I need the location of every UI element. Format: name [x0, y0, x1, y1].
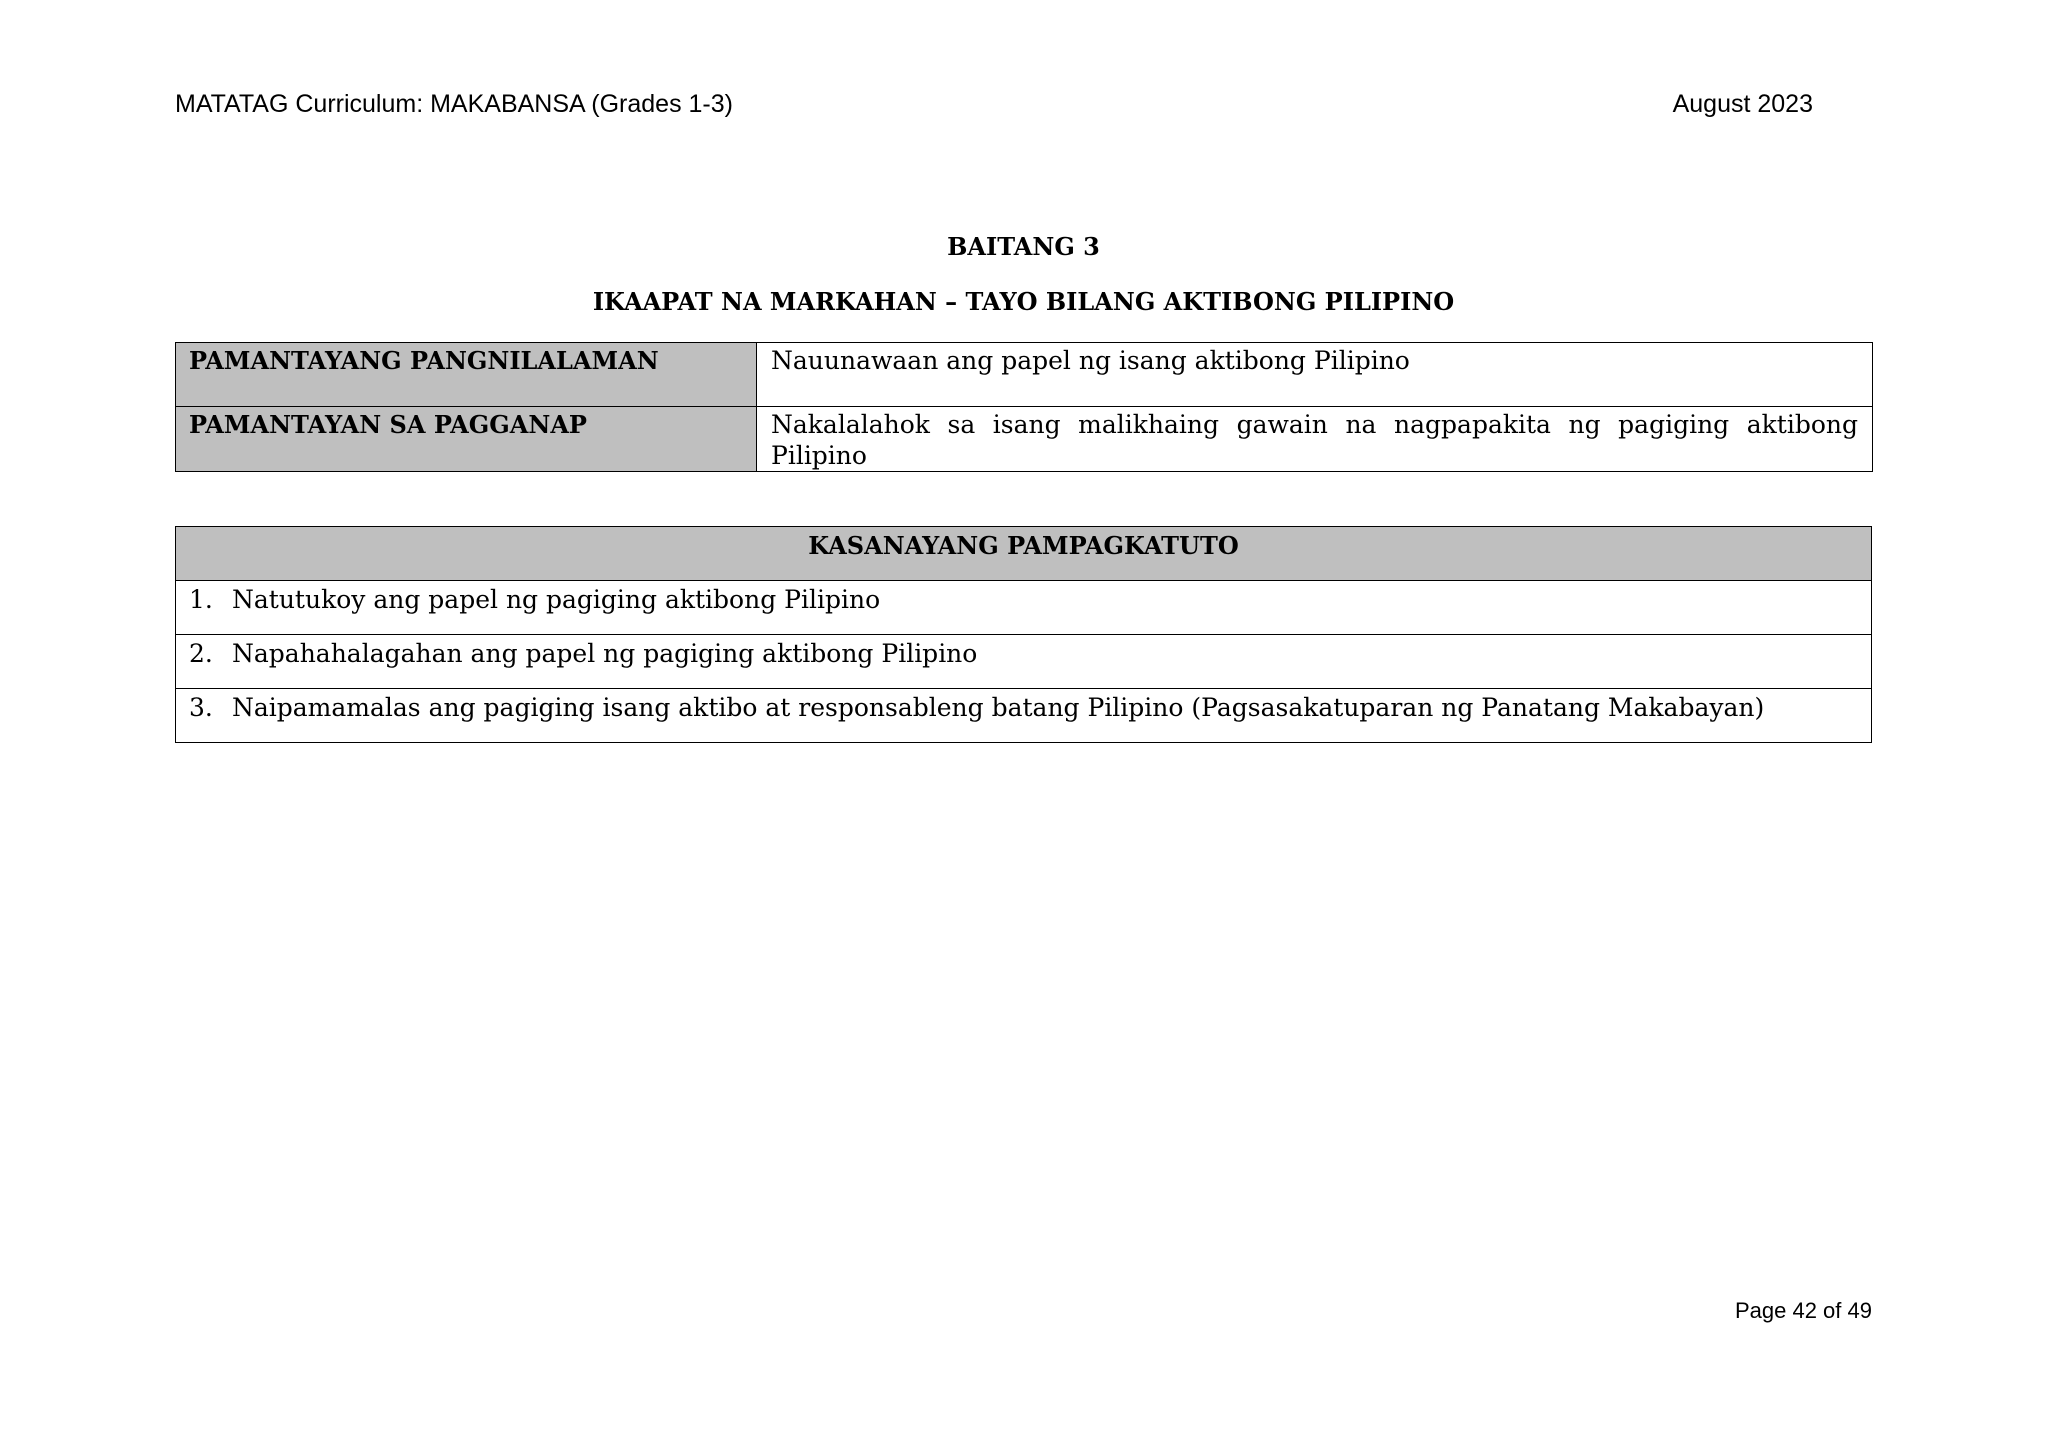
competency-number: 3.	[189, 693, 213, 722]
competency-text: Napahahalagahan ang papel ng pagiging aktibong Pilipino	[232, 639, 978, 668]
grade-title: BAITANG 3	[947, 232, 1100, 261]
competencies-heading: KASANAYANG PAMPAGKATUTO	[176, 527, 1872, 581]
table-row	[176, 407, 1873, 472]
competency-item	[176, 635, 1872, 689]
competency-text: Natutukoy ang papel ng pagiging aktibong Pilipino	[232, 585, 881, 614]
table-row	[176, 581, 1872, 635]
table-row	[176, 689, 1872, 743]
competencies-table	[175, 526, 1872, 743]
document-header-date: August 2023	[1672, 90, 1813, 118]
competency-number: 1.	[189, 585, 213, 614]
table-row	[176, 343, 1873, 407]
performance-standard-label: PAMANTAYAN SA PAGGANAP	[176, 407, 757, 472]
page-number: Page 42 of 49	[1734, 1298, 1872, 1323]
content-standard-text: Nauunawaan ang papel ng isang aktibong Pilipino	[757, 343, 1873, 407]
table-row	[176, 635, 1872, 689]
standards-table	[175, 342, 1873, 472]
competency-item	[176, 581, 1872, 635]
content-standard-label: PAMANTAYANG PANGNILALAMAN	[176, 343, 757, 407]
competency-number: 2.	[189, 639, 213, 668]
performance-standard-text: Nakalalahok sa isang malikhaing gawain na nagpapakita ng pagiging aktibong Pilipino	[757, 407, 1873, 472]
table-header-row	[176, 527, 1872, 581]
quarter-title: IKAAPAT NA MARKAHAN – TAYO BILANG AKTIBONG PILIPINO	[592, 287, 1455, 316]
competency-item	[176, 689, 1872, 743]
document-header-title: MATATAG Curriculum: MAKABANSA (Grades 1-3)	[175, 90, 733, 118]
competency-text: Naipamamalas ang pagiging isang aktibo at responsableng batang Pilipino (Pagsasakatuparan ng Panatang Makabayan)	[232, 693, 1765, 722]
